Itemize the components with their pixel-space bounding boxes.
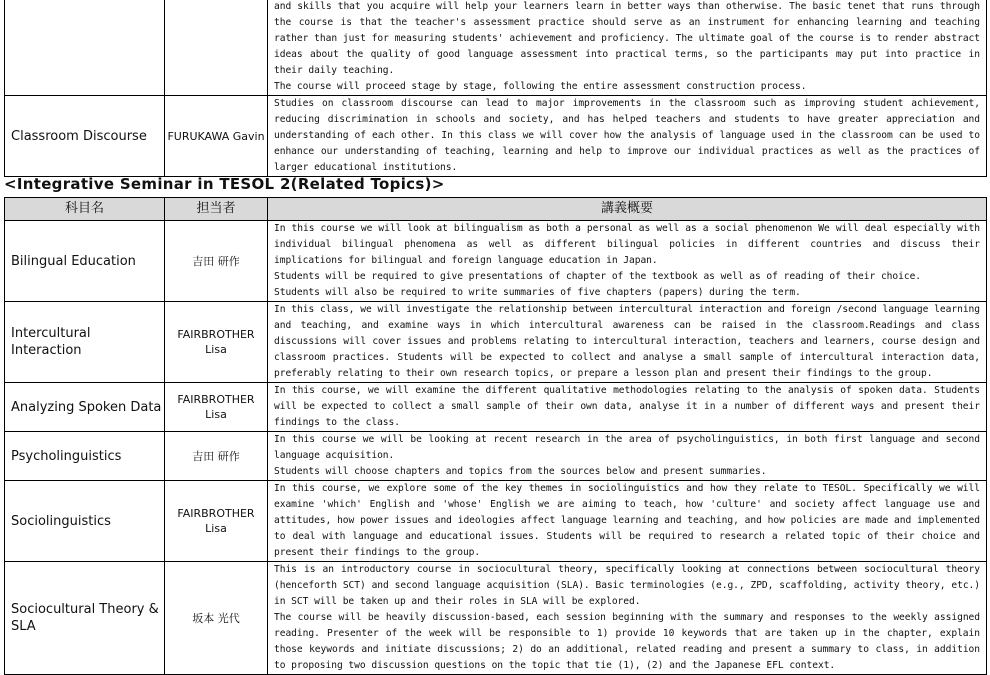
description-paragraph: Students will also be required to write summaries of five chapters (papers) during the term.: [274, 287, 801, 298]
description-paragraph: The course will be heavily discussion-based, each session beginning with the summary and responses to the weekly assigned reading. Presenter of the week will be responsible to 1) provide 10 keywords that are taken up in the chapter, explain those keywords and initiate discussions; 2) do an additional, related reading and present a summary to class, in addition to proposing two discussion questions on the topic that tie (1), (2) and the Japanese EFL context.: [274, 612, 980, 671]
description-cell: [268, 302, 987, 383]
course-table: [4, 197, 987, 675]
description-cell: [268, 562, 987, 675]
subject-cell: [5, 0, 165, 96]
instructor-cell: FAIRBROTHER Lisa: [165, 481, 268, 562]
header-subject: 科目名: [5, 198, 165, 221]
instructor-cell: 吉田 研作: [165, 221, 268, 302]
header-summary: 講義概要: [268, 198, 987, 221]
table-row: [5, 432, 987, 481]
description-paragraph: In this course we will look at bilingualism as both a personal as well as a social phenomenon We will deal especially with individual bilingual phenomena as well as different bilingual policies in different countries and discuss their implications for bilingual and foreign language education in Japan.: [274, 223, 980, 266]
description-paragraph: The course will proceed stage by stage, following the entire assessment construction process.: [274, 81, 807, 92]
description-cell: [268, 96, 987, 177]
instructor-cell: FURUKAWA Gavin: [165, 96, 268, 177]
table-row: [5, 302, 987, 383]
subject-cell: Psycholinguistics: [5, 432, 165, 481]
subject-cell: Sociolinguistics: [5, 481, 165, 562]
description-paragraph: and skills that you acquire will help your learners learn in better ways than otherwise. The basic tenet that runs through the course is that the teacher's assessment practice should serve as an instrument for enhancing learning and teaching rather than just for measuring students' achievement and proficiency. The ultimate goal of the course is to render abstract ideas about the quality of good language assessment into practical terms, so the participants may put into practice in their daily teaching.: [274, 1, 980, 76]
description-paragraph: Studies on classroom discourse can lead to major improvements in the classroom such as improving student achievement, reducing discrimination in schools and society, and has helped teachers and students to have greater appreciation and understanding of each other. In this class we will cover how the analysis of language used in the classroom can be used to enhance our understanding of teaching, learning and help to improve our individual practices as well as the practices of larger educational institutions.: [274, 98, 980, 173]
header-instructor: 担当者: [165, 198, 268, 221]
description-paragraph: In this class, we will investigate the relationship between intercultural interaction and foreign /second language learning and teaching, and examine ways in which intercultural awareness can be raised in the classroom.Readings and class discussions will cover issues and problems relating to intercultural interaction, teachers and learners, course design and classroom practices. Students will be expected to collect and analyse a small sample of intercultural interaction data, preferably relating to their own research topics, or prepare a lesson plan and present their findings to the group.: [274, 304, 980, 379]
description-paragraph: In this course, we will examine the different qualitative methodologies relating to the analysis of spoken data. Students will be expected to collect a small sample of their own data, analyse it in a number of different ways and present their findings to the class.: [274, 385, 980, 428]
table-row: [5, 562, 987, 675]
description-cell: [268, 481, 987, 562]
instructor-cell: FAIRBROTHER Lisa: [165, 383, 268, 432]
table-row: [5, 96, 987, 177]
table-row: [5, 383, 987, 432]
description-cell: [268, 383, 987, 432]
instructor-cell: 坂本 光代: [165, 562, 268, 675]
table-row: [5, 221, 987, 302]
description-paragraph: This is an introductory course in sociocultural theory, specifically looking at connections between sociocultural theory (henceforth SCT) and second language acquisition (SLA). Basic terminologies (e.g., ZPD, scaffolding, activity theory, etc.) in SCT will be taken up and their roles in SLA will be explored.: [274, 564, 980, 607]
description-paragraph: Students will choose chapters and topics from the sources below and present summaries.: [274, 466, 767, 477]
table-row: [5, 481, 987, 562]
subject-cell: Analyzing Spoken Data: [5, 383, 165, 432]
header-row: [5, 198, 987, 221]
subject-cell: Intercultural Interaction: [5, 302, 165, 383]
description-paragraph: In this course we will be looking at recent research in the area of psycholinguistics, in both first language and second language acquisition.: [274, 434, 980, 461]
previous-course-table: [4, 0, 987, 177]
description-cell: [268, 221, 987, 302]
description-paragraph: Students will be required to give presentations of chapter of the textbook as well as of reading of their choice.: [274, 271, 922, 282]
subject-cell: Classroom Discourse: [5, 96, 165, 177]
table-row: [5, 0, 987, 96]
subject-cell: Bilingual Education: [5, 221, 165, 302]
instructor-cell: FAIRBROTHER Lisa: [165, 302, 268, 383]
instructor-cell: 吉田 研作: [165, 432, 268, 481]
description-paragraph: In this course, we explore some of the key themes in sociolinguistics and how they relate to TESOL. Specifically we will examine 'which' English and 'whose' English we are aiming to teach, how 'culture' and society affect language use and attitudes, how power issues and ideologies affect language learning and teaching, and how policies are made and implemented to deal with language and educational issues. Students will be required to research a related topic of their choice and present their findings to the group.: [274, 483, 980, 558]
instructor-cell: [165, 0, 268, 96]
subject-cell: Sociocultural Theory & SLA: [5, 562, 165, 675]
section-title: <Integrative Seminar in TESOL 2(Related Topics)>: [4, 175, 445, 193]
description-cell: [268, 0, 987, 96]
description-cell: [268, 432, 987, 481]
